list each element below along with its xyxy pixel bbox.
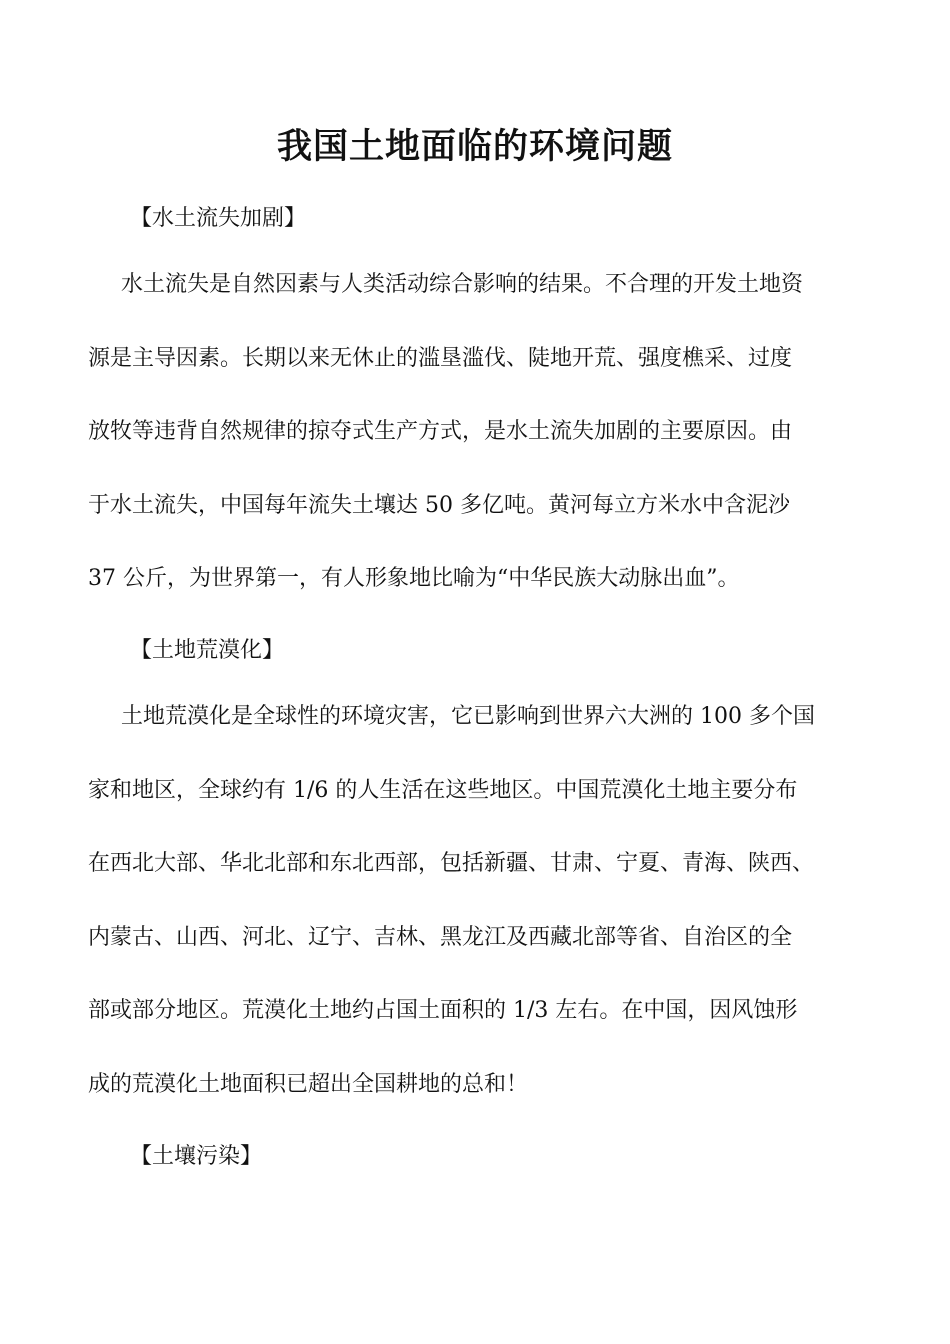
section-heading-soil-erosion: 【水土流失加剧】 xyxy=(130,206,307,231)
paragraph-line: 水土流失是自然因素与人类活动综合影响的结果。不合理的开发土地资 xyxy=(121,272,804,297)
section-heading-desertification: 【土地荒漠化】 xyxy=(130,638,285,663)
paragraph-line: 内蒙古、山西、河北、辽宁、吉林、黑龙江及西藏北部等省、自治区的全 xyxy=(88,924,793,950)
paragraph-line: 成的荒漠化土地面积已超出全国耕地的总和！ xyxy=(88,1071,529,1097)
paragraph-line: 37 公斤，为世界第一，有人形象地比喻为“中华民族大动脉出血”。 xyxy=(88,566,740,591)
paragraph-line: 家和地区，全球约有 1/6 的人生活在这些地区。中国荒漠化土地主要分布 xyxy=(88,777,798,803)
paragraph-line: 部或部分地区。荒漠化土地约占国土面积的 1/3 左右。在中国，因风蚀形 xyxy=(88,998,798,1023)
paragraph-desertification xyxy=(88,680,878,1121)
document-title: 我国土地面临的环境问题 xyxy=(276,127,673,167)
paragraph-soil-erosion xyxy=(88,248,878,616)
paragraph-line: 在西北大部、华北北部和东北西部，包括新疆、甘肃、宁夏、青海、陕西、 xyxy=(88,851,815,876)
paragraph-line: 放牧等违背自然规律的掠夺式生产方式，是水土流失加剧的主要原因。由 xyxy=(88,419,793,444)
paragraph-line: 于水土流失，中国每年流失土壤达 50 多亿吨。黄河每立方米水中含泥沙 xyxy=(88,492,790,518)
section-heading-soil-pollution: 【土壤污染】 xyxy=(130,1144,263,1169)
paragraph-line: 土地荒漠化是全球性的环境灾害，它已影响到世界六大洲的 100 多个国 xyxy=(121,704,815,729)
paragraph-line: 源是主导因素。长期以来无休止的滥垦滥伐、陡地开荒、强度樵采、过度 xyxy=(88,345,793,371)
